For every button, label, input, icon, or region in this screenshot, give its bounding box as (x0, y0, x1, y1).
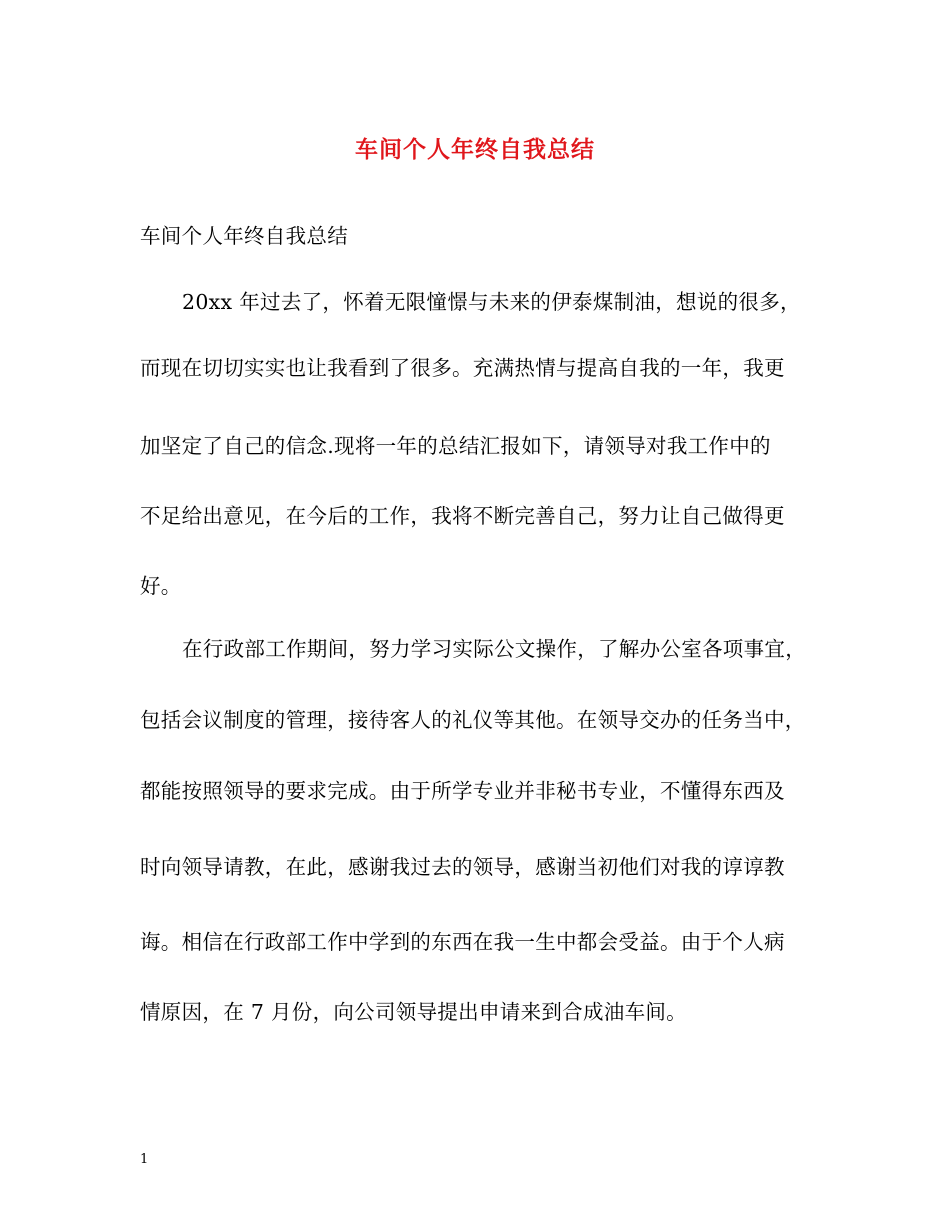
paragraph-2-line-3: 都能按照领导的要求完成。由于所学专业并非秘书专业，不懂得东西及 (140, 779, 785, 803)
paragraph-1-line-2: 而现在切切实实也让我看到了很多。充满热情与提高自我的一年，我更 (140, 356, 785, 380)
document-title: 车间个人年终自我总结 (355, 136, 595, 163)
paragraph-2-line-2: 包括会议制度的管理，接待客人的礼仪等其他。在领导交办的任务当中， (140, 708, 806, 732)
paragraph-2-line-6: 情原因，在 7 月份，向公司领导提出申请来到合成油车间。 (140, 1000, 687, 1024)
page-number: 1 (140, 1152, 149, 1167)
paragraph-1-line-4: 不足给出意见，在今后的工作，我将不断完善自己，努力让自己做得更 (140, 504, 785, 528)
paragraph-1-line-1: 20xx 年过去了，怀着无限憧憬与未来的伊泰煤制油，想说的很多， (182, 290, 801, 314)
paragraph-2-line-4: 时向领导请教，在此，感谢我过去的领导，感谢当初他们对我的谆谆教 (140, 855, 785, 879)
paragraph-2-line-5: 诲。相信在行政部工作中学到的东西在我一生中都会受益。由于个人病 (140, 930, 785, 954)
subtitle-line: 车间个人年终自我总结 (140, 224, 348, 248)
paragraph-2-line-1: 在行政部工作期间，努力学习实际公文操作，了解办公室各项事宜， (182, 637, 806, 661)
paragraph-1-line-5: 好。 (140, 574, 182, 598)
paragraph-1-line-3: 加坚定了自己的信念.现将一年的总结汇报如下，请领导对我工作中的 (140, 434, 771, 458)
